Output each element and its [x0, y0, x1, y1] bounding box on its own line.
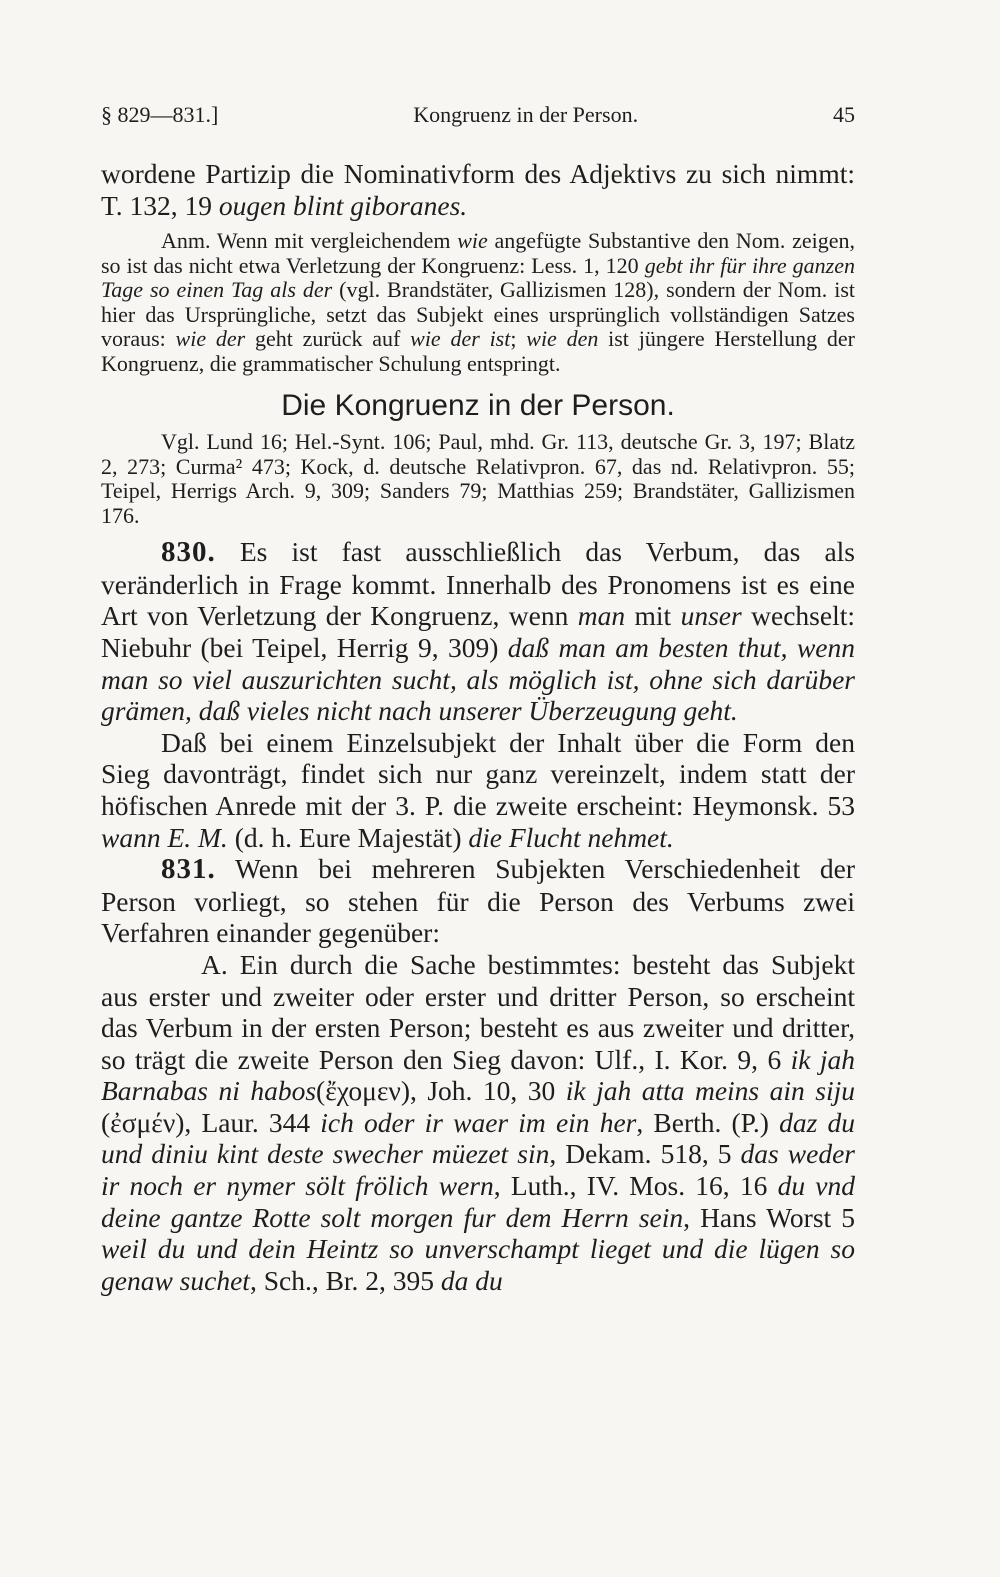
bibliography: Vgl. Lund 16; Hel.-Synt. 106; Paul, mhd. Gr. 113, deutsche Gr. 3, 197; Blatz 2, 273; Curma² 473; Kock, d. deutsche Relativpron. 67, das nd. Relativpron. 55; Teipel, Herrigs Arch. 9, 309; Sanders 79; Matthias 259; Brandstäter, Gallizismen 176. [101, 429, 855, 528]
anm-note: Anm. Wenn mit vergleichendem wie angefügte Substantive den Nom. zeigen, so ist das nicht etwa Verletzung der Kongruenz: Less. 1, 120 gebt ihr für ihre ganzen Tage so einen Tag als der (vgl. Brandstäter, Gallizismen 128), sondern der Nom. ist hier das Ursprüngliche, setzt das Subjekt eines ursprünglich vollständigen Satzes voraus: wie der geht zurück auf wie der ist; wie den ist jüngere Herstellung der Kongruenz, die grammatischer Schulung entspringt. [101, 228, 856, 376]
paragraph-830-continued: Daß bei einem Einzelsubjekt der Inhalt über die Form den Sieg davonträgt, findet sich nur ganz vereinzelt, indem statt der höfischen Anrede mit der 3. P. die zweite erscheint: Heymonsk. 53 wann E. M. (d. h. Eure Majestät) die Flucht nehmet. [101, 726, 855, 853]
section-heading: Die Kongruenz in der Person. [281, 389, 675, 423]
paragraph-number: 831. [161, 853, 216, 886]
paragraph-831-a: A. Ein durch die Sache bestimmtes: besteht das Subjekt aus erster und zweiter oder erster und dritter Person, so erscheint das Verbum in der ersten Person; besteht es aus zweiter und dritter, so trägt die zweite Person den Sieg davon: Ulf., I. Kor. 9, 6 ik jah Barnabas ni habos(ἔχομεν), Joh. 10, 30 ik jah atta meins ain siju (ἐσμέν), Laur. 344 ich oder ir waer im ein her, Berth. (P.) daz du und diniu kint deste swecher müezet sin, Dekam. 518, 5 das weder ir noch er nymer sölt frölich wern, Luth., IV. Mos. 16, 16 du vnd deine gantze Rotte solt morgen fur dem Herrn sein, Hans Worst 5 weil du und dein Heintz so unverschampt lieget und die lügen so genaw suchet, Sch., Br. 2, 395 da du [101, 948, 855, 1296]
header-section: § 829—831.] [101, 102, 219, 127]
intro-paragraph: wordene Partizip die Nominativform des Adjektivs zu sich nimmt: T. 132, 19 ougen blint giboranes. [101, 158, 855, 221]
page-number: 45 [832, 102, 855, 127]
book-page [101, 102, 855, 1296]
running-header [101, 102, 855, 128]
header-title: Kongruenz in der Person. [413, 102, 639, 127]
paragraph-number: 830. [161, 536, 216, 569]
paragraph-830: 830. Es ist fast ausschließlich das Verbum, das als veränderlich in Frage kommt. Innerhalb des Pronomens ist es eine Art von Verletzung der Kongruenz, wenn man mit unser wechselt: Niebuhr (bei Teipel, Herrig 9, 309) daß man am besten thut, wenn man so viel auszurichten sucht, als möglich ist, ohne sich darüber grämen, daß vieles nicht nach unserer Überzeugung geht. [101, 536, 855, 727]
paragraph-831: 831. Wenn bei mehreren Subjekten Verschiedenheit der Person vorliegt, so stehen für die Person des Verbums zwei Verfahren einander gegenüber: [101, 853, 855, 949]
